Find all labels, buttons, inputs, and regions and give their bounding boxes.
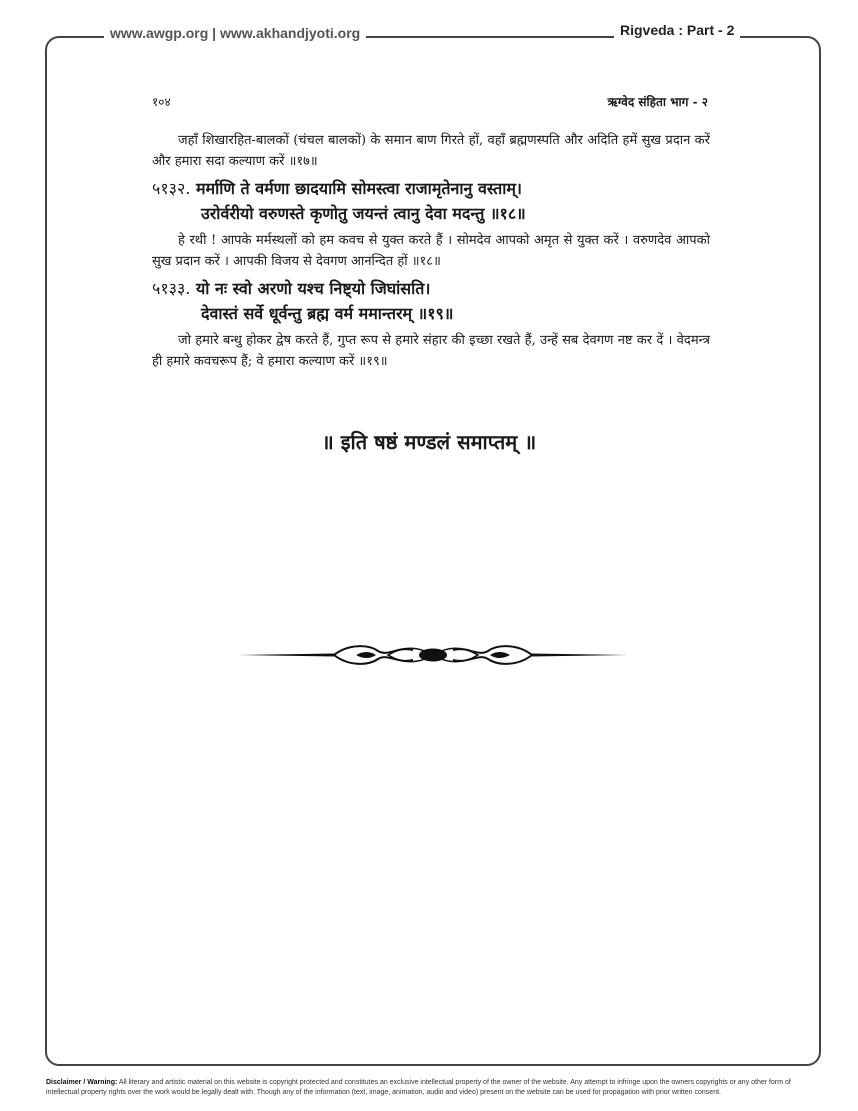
- disclaimer: [46, 1078, 824, 1098]
- mandala-colophon: ॥ इति षष्ठं मण्डलं समाप्तम् ॥: [321, 430, 537, 454]
- verse-line: उरोर्वरीयो वरुणस्ते कृणोतु जयन्तं त्वानु देवा मदन्तु ॥१८॥: [201, 204, 526, 223]
- document-title: Rigveda : Part - 2: [614, 22, 740, 38]
- verse-block: [152, 276, 710, 326]
- verse-line: [152, 176, 710, 201]
- verse-text: यो नः स्वो अरणो यश्च निष्ट्यो जिघांसति।: [195, 279, 431, 298]
- verse-number: ५१३२.: [152, 179, 191, 198]
- translation-paragraph: हे रथी ! आपके मर्मस्थलों को हम कवच से युक्त करते हैं । सोमदेव आपको अमृत से युक्त करें । वरुणदेव आपको सुख प्रदान करें । आपकी विजय से देवगण आनन्दित हों ॥१८॥: [152, 233, 710, 269]
- ornamental-divider-icon: [238, 642, 628, 672]
- verse-line: [152, 276, 710, 301]
- page-body: [152, 130, 710, 372]
- disclaimer-text: All literary and artistic material on this website is copyright protected and constitutes an exclusive intellectual property of the owner of the website. Any attempt to infringe upon the owners copyrights or any other form of intellectual property rights over the work would be legally dealt with. Though any of the information (text, image, animation, audio and video) present on the website can be used for propagation with prior written consent.: [46, 1079, 791, 1096]
- page-number: १०४: [152, 95, 171, 109]
- running-head: ऋग्वेद संहिता भाग - २: [607, 95, 708, 109]
- translation-paragraph: जहाँ शिखारहित-बालकों (चंचल बालकों) के समान बाण गिरते हों, वहाँ ब्रह्मणस्पति और अदिति हमें सुख प्रदान करें और हमारा सदा कल्याण करें ॥१७॥: [152, 133, 710, 169]
- verse-line: देवास्तं सर्वे धूर्वन्तु ब्रह्म वर्म ममान्तरम् ॥१९॥: [201, 304, 454, 323]
- verse-text: मर्माणि ते वर्मणा छादयामि सोमस्त्वा राजामृतेनानु वस्ताम्।: [195, 179, 522, 198]
- disclaimer-label: Disclaimer / Warning:: [46, 1079, 118, 1086]
- translation-paragraph: जो हमारे बन्धु होकर द्वेष करते हैं, गुप्त रूप से हमारे संहार की इच्छा रखते हैं, उन्हें सब देवगण नष्ट कर दें । वेदमन्त्र ही हमारे कवचरूप हैं; वे हमारा कल्याण करें ॥१९॥: [152, 333, 710, 369]
- verse-block: [152, 176, 710, 226]
- site-url[interactable]: www.awgp.org | www.akhandjyoti.org: [104, 25, 366, 41]
- verse-number: ५१३३.: [152, 279, 191, 298]
